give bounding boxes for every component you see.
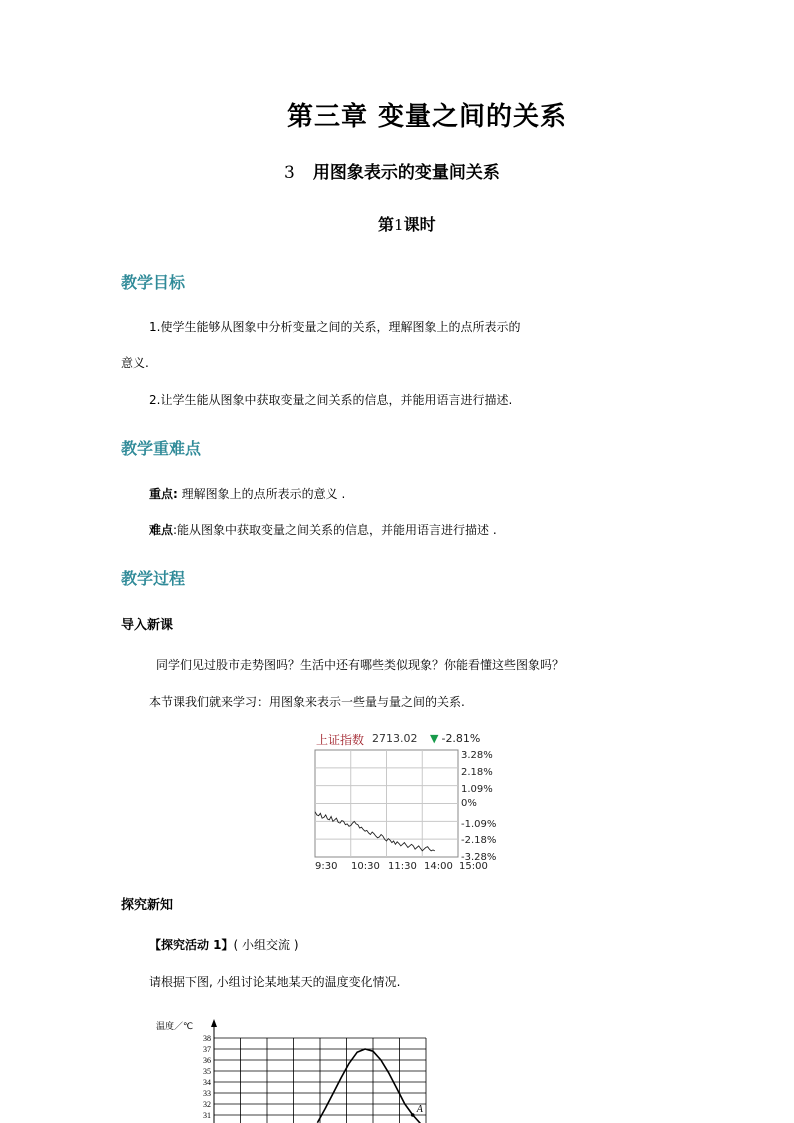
activity-text: 请根据下图, 小组讨论某地某天的温度变化情况. — [149, 975, 401, 989]
y-axis-arrow — [211, 1019, 217, 1027]
y-tick-label: 1.09% — [461, 784, 493, 795]
period-suffix: 课时 — [403, 215, 436, 234]
difficulty-text: :能从图象中获取变量之间关系的信息，并能用语言进行描述 . — [173, 523, 497, 537]
x-tick-label: 10:30 — [351, 861, 380, 872]
activity-label: 【探究活动 1】 — [149, 938, 234, 952]
y-tick-label: 32 — [203, 1100, 211, 1109]
goal-item-2-text: .让学生能从图象中获取变量之间关系的信息，并能用语言进行描述. — [156, 393, 513, 407]
goal-item-1-continued: 意义. — [121, 356, 149, 370]
activity-note: ( 小组交流 ) — [233, 938, 299, 952]
lesson-title: 用图象表示的变量间关系 — [312, 163, 500, 183]
x-tick-label: 15:00 — [459, 861, 488, 872]
y-tick-label: 34 — [203, 1078, 211, 1087]
goal-item-1-text: .使学生能够从图象中分析变量之间的关系，理解图象上的点所表示的 — [156, 320, 521, 334]
y-tick-label: 3.28% — [461, 750, 493, 761]
intro-paragraph-2: 本节课我们就来学习：用图象来表示一些量与量之间的关系. — [149, 695, 465, 709]
y-tick-label: 35 — [203, 1067, 211, 1076]
stock-index-value: 2713.02 — [372, 732, 418, 745]
process-heading: 教学过程 — [121, 569, 186, 588]
y-tick-label: -2.18% — [461, 835, 497, 846]
x-tick-label: 9:30 — [315, 861, 338, 872]
intro-heading: 导入新课 — [121, 618, 174, 633]
focus-text: 理解图象上的点所表示的意义 . — [177, 487, 346, 501]
period-number: 1 — [394, 216, 404, 234]
y-tick-label: 37 — [203, 1045, 211, 1054]
y-tick-label: 0% — [461, 798, 477, 809]
chapter-title: 第三章 变量之间的关系 — [286, 102, 568, 132]
stock-change-value: -2.81% — [441, 732, 481, 745]
y-tick-label: -3.28% — [461, 852, 497, 863]
lesson-number: 3 — [284, 163, 295, 183]
intro-paragraph-1: 同学们见过股市走势图吗？生活中还有哪些类似现象？你能看懂这些图象吗？ — [156, 658, 565, 672]
y-tick-label: 33 — [203, 1089, 211, 1098]
goal-item-1-number: 1 — [149, 320, 157, 334]
difficulty-label: 难点 — [149, 523, 174, 537]
y-tick-label: 36 — [203, 1056, 211, 1065]
goal-item-2-number: 2 — [149, 393, 157, 407]
y-tick-label: 38 — [203, 1034, 211, 1043]
temperature-axis-label: 温度／℃ — [156, 1022, 194, 1032]
goals-heading: 教学目标 — [121, 273, 186, 292]
y-tick-label: 2.18% — [461, 767, 493, 778]
x-tick-label: 11:30 — [388, 861, 417, 872]
focus-label: 重点: — [149, 487, 178, 501]
key-points-heading: 教学重难点 — [121, 439, 202, 458]
y-tick-label: 31 — [203, 1111, 211, 1120]
period-prefix: 第 — [378, 215, 395, 234]
down-triangle-icon: ▼ — [430, 732, 439, 745]
explore-heading: 探究新知 — [121, 898, 174, 913]
x-tick-label: 14:00 — [424, 861, 453, 872]
stock-chart-title: 上证指数 — [316, 733, 365, 747]
point-a-marker — [411, 1113, 415, 1117]
y-tick-label: -1.09% — [461, 819, 497, 830]
point-a-label: A — [416, 1104, 423, 1115]
